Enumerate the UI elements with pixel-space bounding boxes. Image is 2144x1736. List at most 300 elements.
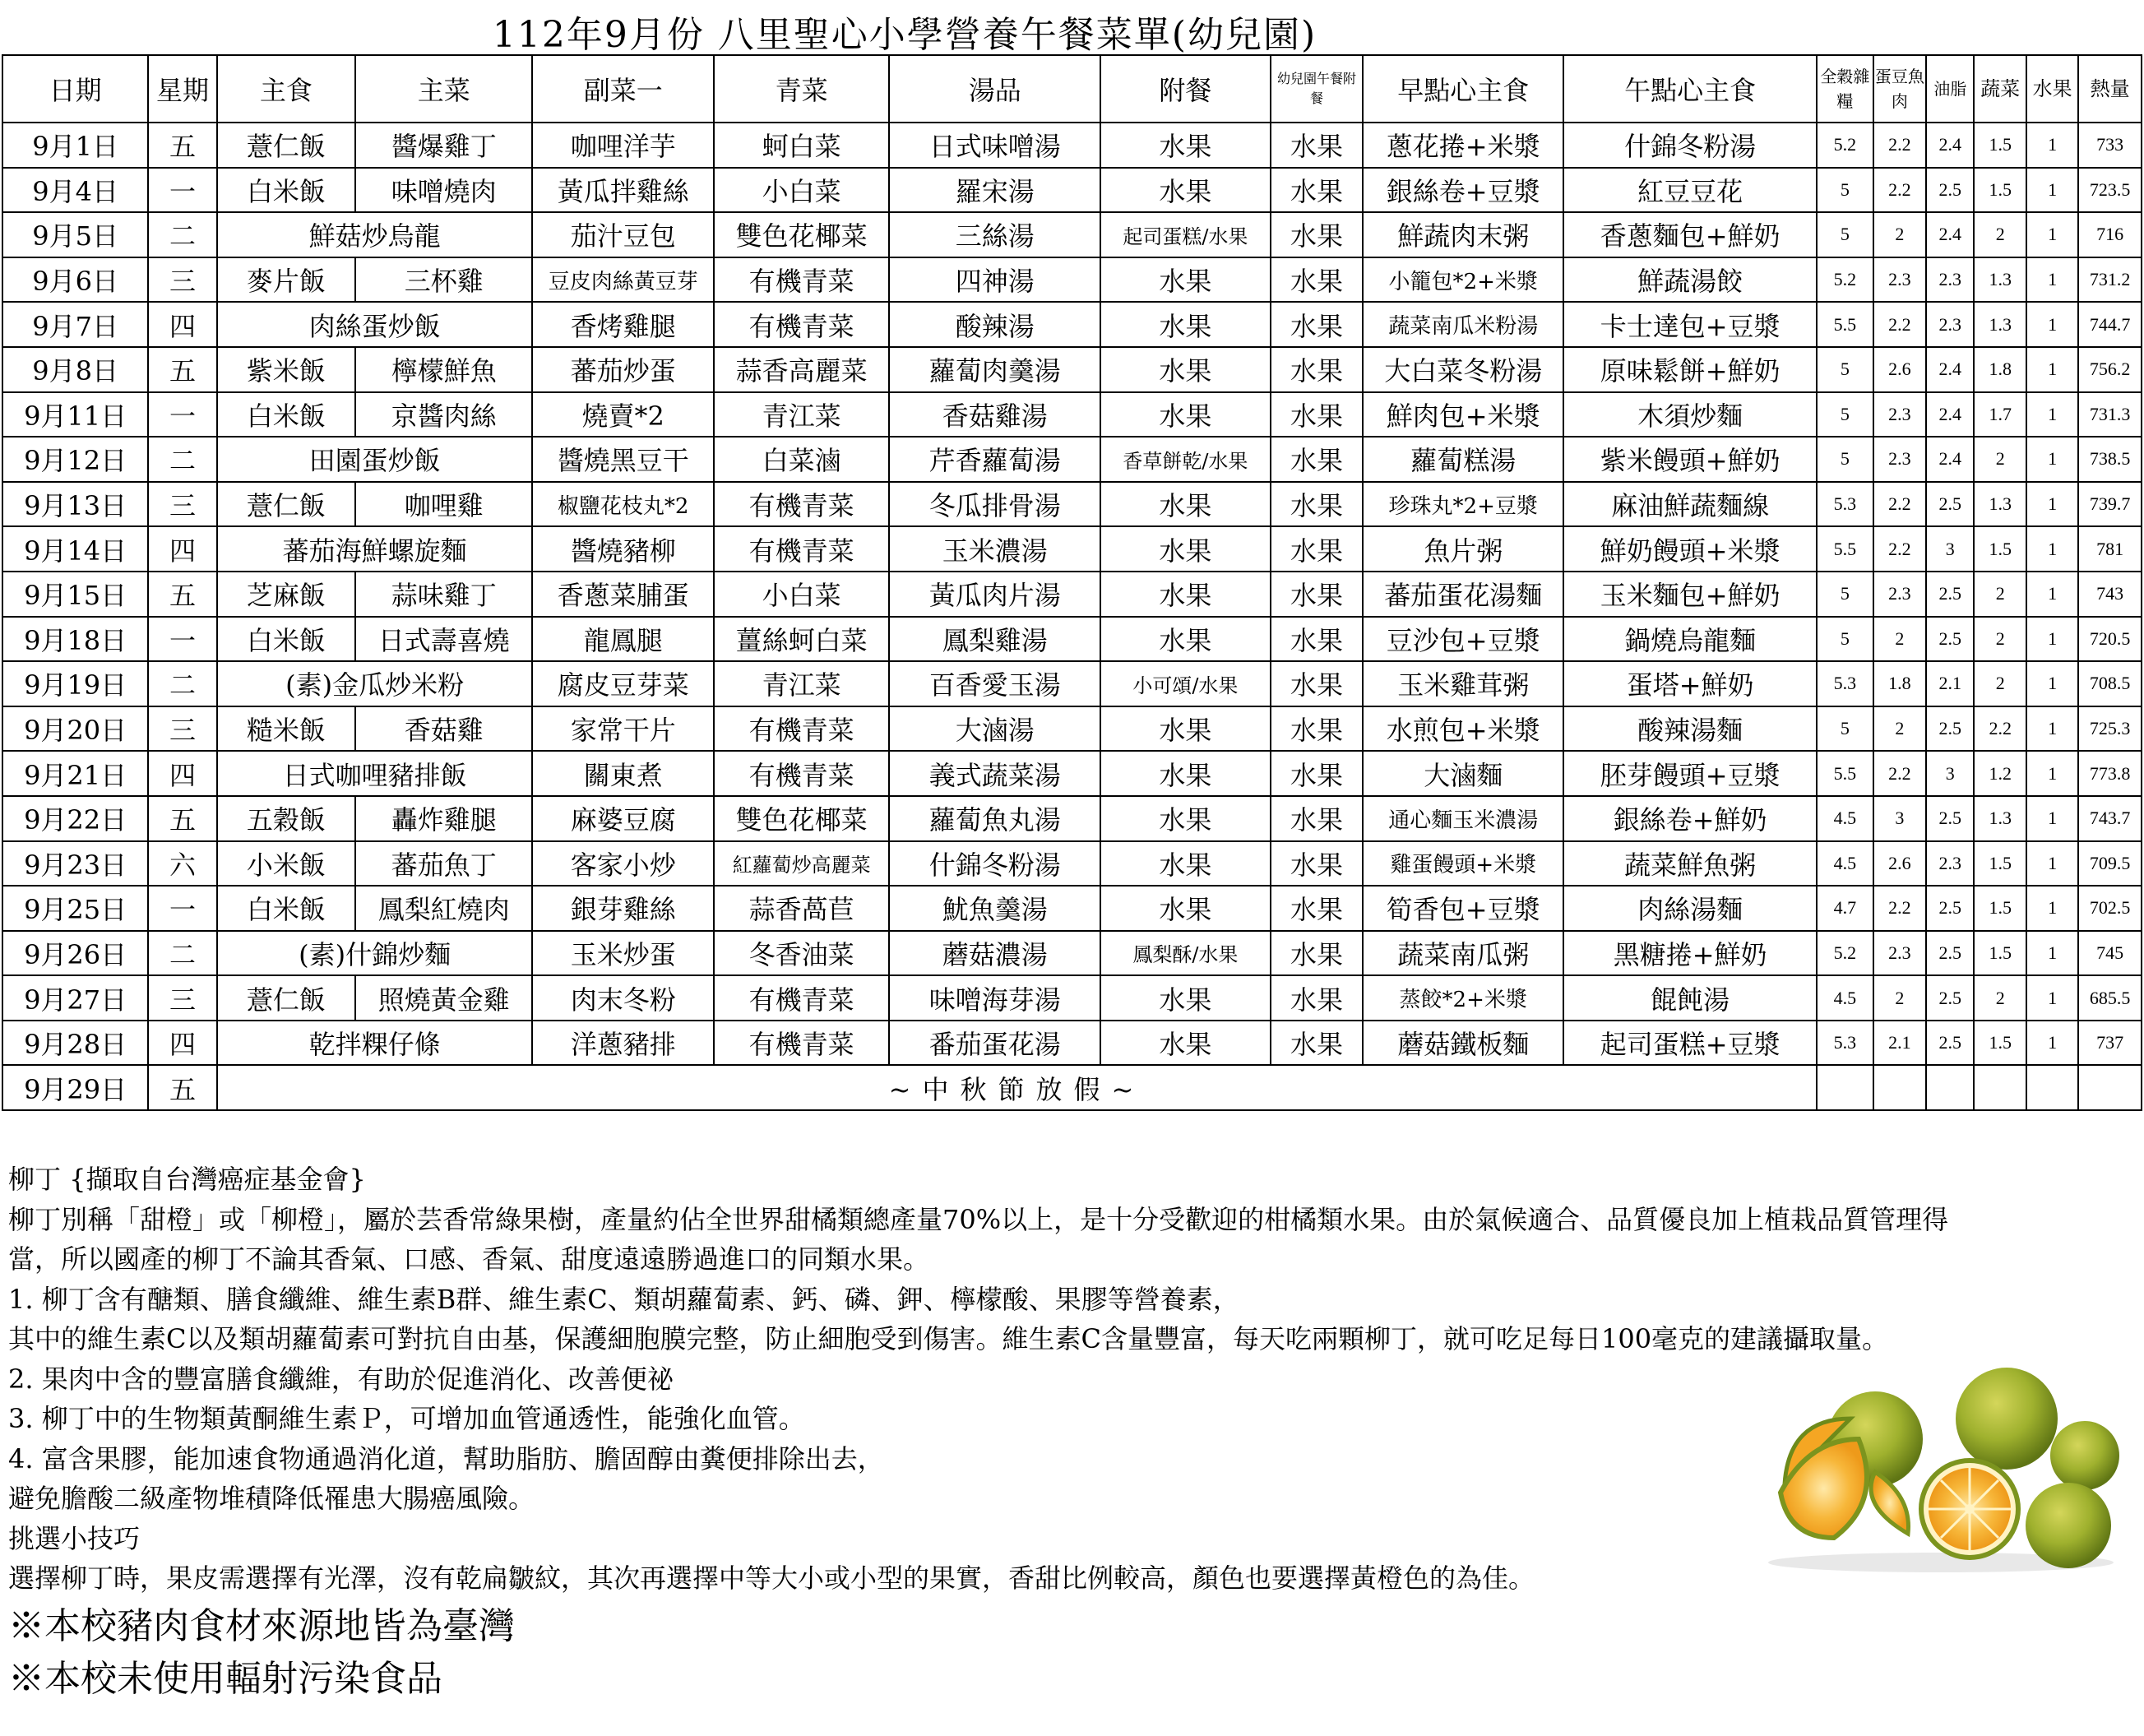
- cell-date: 9月13日: [2, 482, 148, 527]
- cell-soup: 蘑菇濃湯: [889, 931, 1100, 976]
- col-breakfast: 早點心主食: [1363, 55, 1563, 123]
- cell-afternoon: 木須炒麵: [1563, 392, 1817, 437]
- cell-calories: 781: [2078, 526, 2142, 572]
- cell-main-dish: 檸檬鮮魚: [355, 347, 532, 392]
- article-line: 其中的維生素C以及類胡蘿蔔素可對抗自由基，保護細胞膜完整，防止細胞受到傷害。維生素C含量豐富，每天吃兩顆柳丁，就可吃足每日100毫克的建議攝取量。: [8, 1323, 1889, 1354]
- menu-row: [2, 302, 2142, 347]
- menu-row: [2, 931, 2142, 976]
- cell-weekday: 一: [148, 886, 217, 931]
- cell-grains: 5.2: [1817, 257, 1873, 303]
- cell-afternoon: 鮮蔬湯餃: [1563, 257, 1817, 303]
- cell-veg-portion: 1.5: [1974, 886, 2026, 931]
- cell-fruit: 1: [2026, 931, 2078, 976]
- cell-veg-portion: 1.2: [1974, 751, 2026, 796]
- cell-extra: 水果: [1100, 706, 1270, 752]
- article-line: 柳丁別稱「甜橙」或「柳橙」，屬於芸香常綠果樹，產量約佔全世界甜橘類總產量70%以上，是十分受歡迎的柑橘類水果。由於氣候適合、品質優良加上植栽品質管理得: [8, 1203, 1949, 1235]
- cell-staple-main: 肉絲蛋炒飯: [217, 302, 533, 347]
- cell-staple-main: 蕃茄海鮮螺旋麵: [217, 526, 533, 572]
- cell-grains: 5: [1817, 212, 1873, 257]
- cell-afternoon: 玉米麵包+鮮奶: [1563, 572, 1817, 617]
- menu-row: [2, 572, 2142, 617]
- cell-veg-portion: 1.3: [1974, 257, 2026, 303]
- cell-vegetable: 青江菜: [714, 661, 889, 706]
- holiday-notice: ~中秋節放假~: [217, 1065, 1817, 1110]
- cell-weekday: 二: [148, 437, 217, 482]
- cell-extra: 水果: [1100, 482, 1270, 527]
- cell-kg-extra: 水果: [1271, 931, 1364, 976]
- menu-row: [2, 661, 2142, 706]
- cell-extra: 水果: [1100, 796, 1270, 841]
- cell-breakfast: 魚片粥: [1363, 526, 1563, 572]
- cell-side-dish: 腐皮豆芽菜: [532, 661, 714, 706]
- cell-kg-extra: 水果: [1271, 437, 1364, 482]
- cell-date: 9月27日: [2, 975, 148, 1021]
- cell-grains: 5.3: [1817, 482, 1873, 527]
- cell-kg-extra: 水果: [1271, 796, 1364, 841]
- cell-oil: 2.5: [1926, 931, 1974, 976]
- header-row: [2, 55, 2142, 123]
- cell-date: 9月21日: [2, 751, 148, 796]
- cell-extra: 水果: [1100, 168, 1270, 213]
- cell-breakfast: 蔥花捲+米漿: [1363, 123, 1563, 168]
- cell-breakfast: 玉米雞茸粥: [1363, 661, 1563, 706]
- cell-grains: 4.7: [1817, 886, 1873, 931]
- cell-extra: 水果: [1100, 302, 1270, 347]
- article-heading: 柳丁 {擷取自台灣癌症基金會}: [8, 1164, 366, 1195]
- pork-origin-notice: ※本校豬肉食材來源地皆為臺灣: [8, 1604, 515, 1647]
- cell-extra: 小可頌/水果: [1100, 661, 1270, 706]
- cell-kg-extra: 水果: [1271, 706, 1364, 752]
- cell-date: 9月26日: [2, 931, 148, 976]
- cell-soup: 三絲湯: [889, 212, 1100, 257]
- menu-table: [2, 54, 2142, 1111]
- menu-row: [2, 392, 2142, 437]
- cell-protein: 2.2: [1873, 886, 1926, 931]
- cell-afternoon: 銀絲卷+鮮奶: [1563, 796, 1817, 841]
- cell-side-dish: 蕃茄炒蛋: [532, 347, 714, 392]
- cell-soup: 玉米濃湯: [889, 526, 1100, 572]
- cell-afternoon: 蛋塔+鮮奶: [1563, 661, 1817, 706]
- cell-protein: 2.6: [1873, 841, 1926, 887]
- col-staple: 主食: [217, 55, 355, 123]
- cell-staple: 白米飯: [217, 392, 355, 437]
- cell-vegetable: 有機青菜: [714, 302, 889, 347]
- cell-kg-extra: 水果: [1271, 975, 1364, 1021]
- cell-kg-extra: 水果: [1271, 347, 1364, 392]
- cell-date: 9月8日: [2, 347, 148, 392]
- cell-date: 9月23日: [2, 841, 148, 887]
- cell-staple-main: 鮮菇炒烏龍: [217, 212, 533, 257]
- cell-staple: 薏仁飯: [217, 123, 355, 168]
- menu-row: [2, 212, 2142, 257]
- menu-row: [2, 617, 2142, 662]
- cell-date: 9月22日: [2, 796, 148, 841]
- cell-fruit: 1: [2026, 841, 2078, 887]
- cell-main-dish: 三杯雞: [355, 257, 532, 303]
- cell-calories: 725.3: [2078, 706, 2142, 752]
- cell-protein: 2.3: [1873, 257, 1926, 303]
- cell-kg-extra: 水果: [1271, 1021, 1364, 1066]
- cell-veg-portion: 1.5: [1974, 1021, 2026, 1066]
- cell-breakfast: 銀絲卷+豆漿: [1363, 168, 1563, 213]
- cell-fruit: 1: [2026, 886, 2078, 931]
- cell-fruit: 1: [2026, 302, 2078, 347]
- col-fruit: 水果: [2026, 55, 2078, 123]
- cell-weekday: 一: [148, 168, 217, 213]
- cell-oil: 2.1: [1926, 661, 1974, 706]
- cell-vegetable: 有機青菜: [714, 257, 889, 303]
- cell-vegetable: 冬香油菜: [714, 931, 889, 976]
- cell-date: 9月1日: [2, 123, 148, 168]
- cell-oil: 2.3: [1926, 841, 1974, 887]
- cell-veg-portion: 1.5: [1974, 526, 2026, 572]
- cell-vegetable: 有機青菜: [714, 1021, 889, 1066]
- col-weekday: 星期: [148, 55, 217, 123]
- cell-date: 9月29日: [2, 1065, 148, 1110]
- menu-row: [2, 975, 2142, 1021]
- cell-soup: 冬瓜排骨湯: [889, 482, 1100, 527]
- cell-veg-portion: 2: [1974, 212, 2026, 257]
- cell-breakfast: 珍珠丸*2+豆漿: [1363, 482, 1563, 527]
- col-extra: 附餐: [1100, 55, 1270, 123]
- cell-extra: 起司蛋糕/水果: [1100, 212, 1270, 257]
- cell-afternoon: 什錦冬粉湯: [1563, 123, 1817, 168]
- cell-calories: 738.5: [2078, 437, 2142, 482]
- cell-side-dish: 洋蔥豬排: [532, 1021, 714, 1066]
- cell-fruit: 1: [2026, 526, 2078, 572]
- col-side-dish: 副菜一: [532, 55, 714, 123]
- cell-kg-extra: 水果: [1271, 617, 1364, 662]
- article-line: 當，所以國產的柳丁不論其香氣、口感、香氣、甜度遠遠勝過進口的同類水果。: [8, 1243, 930, 1275]
- cell-protein: 2.2: [1873, 751, 1926, 796]
- cell-extra: 香草餅乾/水果: [1100, 437, 1270, 482]
- cell-date: 9月25日: [2, 886, 148, 931]
- cell-veg-portion: 2.2: [1974, 706, 2026, 752]
- cell-extra: 水果: [1100, 886, 1270, 931]
- cell-breakfast: 鮮蔬肉末粥: [1363, 212, 1563, 257]
- cell-oil: 2.5: [1926, 886, 1974, 931]
- cell-date: 9月7日: [2, 302, 148, 347]
- cell-main-dish: 蒜味雞丁: [355, 572, 532, 617]
- cell-weekday: 六: [148, 841, 217, 887]
- cell-grains: 5: [1817, 437, 1873, 482]
- cell-kg-extra: 水果: [1271, 123, 1364, 168]
- cell-grains: 5.2: [1817, 931, 1873, 976]
- cell-date: 9月11日: [2, 392, 148, 437]
- cell-calories: 756.2: [2078, 347, 2142, 392]
- cell-main-dish: 醬爆雞丁: [355, 123, 532, 168]
- cell-vegetable: 有機青菜: [714, 482, 889, 527]
- menu-row: [2, 751, 2142, 796]
- cell-calories: 708.5: [2078, 661, 2142, 706]
- cell-kg-extra: 水果: [1271, 482, 1364, 527]
- cell-afternoon: 鮮奶饅頭+米漿: [1563, 526, 1817, 572]
- cell-fruit: 1: [2026, 212, 2078, 257]
- cell-grains: 4.5: [1817, 796, 1873, 841]
- cell-afternoon: 卡士達包+豆漿: [1563, 302, 1817, 347]
- cell-protein: 2.3: [1873, 931, 1926, 976]
- menu-row: [2, 257, 2142, 303]
- cell-grains: 5.5: [1817, 526, 1873, 572]
- cell-protein: 2.2: [1873, 302, 1926, 347]
- cell-afternoon: 黑糖捲+鮮奶: [1563, 931, 1817, 976]
- cell-oil: 2.3: [1926, 302, 1974, 347]
- cell-calories: 733: [2078, 123, 2142, 168]
- cell-staple-main: 乾拌粿仔條: [217, 1021, 533, 1066]
- cell-extra: 水果: [1100, 392, 1270, 437]
- cell-calories: 720.5: [2078, 617, 2142, 662]
- cell-weekday: 三: [148, 257, 217, 303]
- cell-extra: 水果: [1100, 1021, 1270, 1066]
- cell-main-dish: 香菇雞: [355, 706, 532, 752]
- cell-side-dish: 麻婆豆腐: [532, 796, 714, 841]
- cell-afternoon: 麻油鮮蔬麵線: [1563, 482, 1817, 527]
- cell-grains: 5.3: [1817, 661, 1873, 706]
- cell-vegetable: 小白菜: [714, 572, 889, 617]
- cell-calories: 739.7: [2078, 482, 2142, 527]
- cell-soup: 羅宋湯: [889, 168, 1100, 213]
- cell-protein: 2.2: [1873, 526, 1926, 572]
- cell-extra: 水果: [1100, 572, 1270, 617]
- cell-date: 9月19日: [2, 661, 148, 706]
- cell-fruit: 1: [2026, 257, 2078, 303]
- cell-afternoon: 原味鬆餅+鮮奶: [1563, 347, 1817, 392]
- cell-protein: 2.3: [1873, 392, 1926, 437]
- holiday-row: [2, 1065, 2142, 1110]
- cell-calories: 745: [2078, 931, 2142, 976]
- cell-date: 9月12日: [2, 437, 148, 482]
- cell-breakfast: 蒸餃*2+米漿: [1363, 975, 1563, 1021]
- menu-row: [2, 347, 2142, 392]
- cell-weekday: 三: [148, 706, 217, 752]
- cell-protein: 2: [1873, 617, 1926, 662]
- cell-oil: 2.4: [1926, 392, 1974, 437]
- cell-fruit: 1: [2026, 751, 2078, 796]
- cell-vegetable: 紅蘿蔔炒高麗菜: [714, 841, 889, 887]
- cell-fruit: 1: [2026, 437, 2078, 482]
- cell-calories: 685.5: [2078, 975, 2142, 1021]
- cell-side-dish: 香蔥菜脯蛋: [532, 572, 714, 617]
- cell-soup: 四神湯: [889, 257, 1100, 303]
- article-line: 選擇柳丁時，果皮需選擇有光澤，沒有乾扁皺紋，其次再選擇中等大小或小型的果實，香甜比例較高，顏色也要選擇黃橙色的為佳。: [8, 1562, 1535, 1594]
- cell-calories: 731.2: [2078, 257, 2142, 303]
- cell-staple: 五穀飯: [217, 796, 355, 841]
- cell-grains: 5.5: [1817, 751, 1873, 796]
- cell-veg-portion: 2: [1974, 617, 2026, 662]
- cell-oil: 3: [1926, 526, 1974, 572]
- cell-oil: 2.5: [1926, 975, 1974, 1021]
- cell-staple-main: 日式咖哩豬排飯: [217, 751, 533, 796]
- cell-breakfast: 筍香包+豆漿: [1363, 886, 1563, 931]
- cell-weekday: 二: [148, 931, 217, 976]
- col-oil: 油脂: [1926, 55, 1974, 123]
- cell-kg-extra: 水果: [1271, 572, 1364, 617]
- menu-row: [2, 123, 2142, 168]
- cell-weekday: 一: [148, 617, 217, 662]
- cell-kg-extra: 水果: [1271, 886, 1364, 931]
- cell-fruit: 1: [2026, 706, 2078, 752]
- article-line: 1. 柳丁含有醣類、膳食纖維、維生素B群、維生素C、類胡蘿蔔素、鈣、磷、鉀、檸檬酸、果膠等營養素，: [8, 1283, 1239, 1315]
- cell-main-dish: 轟炸雞腿: [355, 796, 532, 841]
- cell-oil: 3: [1926, 751, 1974, 796]
- cell-breakfast: 蕃茄蛋花湯麵: [1363, 572, 1563, 617]
- cell-calories: 773.8: [2078, 751, 2142, 796]
- cell-protein: 2.3: [1873, 572, 1926, 617]
- cell-fruit: 1: [2026, 347, 2078, 392]
- cell-fruit: 1: [2026, 482, 2078, 527]
- cell-veg-portion: 2: [1974, 437, 2026, 482]
- cell-breakfast: 雞蛋饅頭+米漿: [1363, 841, 1563, 887]
- cell-side-dish: 醬燒黑豆干: [532, 437, 714, 482]
- cell-fruit: 1: [2026, 168, 2078, 213]
- cell-weekday: 一: [148, 392, 217, 437]
- menu-row: [2, 706, 2142, 752]
- cell-vegetable: 白菜滷: [714, 437, 889, 482]
- cell-grains: 4.5: [1817, 841, 1873, 887]
- cell-main-dish: 鳳梨紅燒肉: [355, 886, 532, 931]
- cell-side-dish: 豆皮肉絲黃豆芽: [532, 257, 714, 303]
- cell-grains: 5: [1817, 706, 1873, 752]
- cell-side-dish: 龍鳳腿: [532, 617, 714, 662]
- cell-veg-portion: 1.5: [1974, 931, 2026, 976]
- cell-calories: 709.5: [2078, 841, 2142, 887]
- cell-afternoon: 鍋燒烏龍麵: [1563, 617, 1817, 662]
- cell-vegetable: 雙色花椰菜: [714, 212, 889, 257]
- col-grains: 全穀雜糧: [1817, 55, 1873, 123]
- cell-staple-main: (素)什錦炒麵: [217, 931, 533, 976]
- cell-side-dish: 香烤雞腿: [532, 302, 714, 347]
- cell-soup: 大滷湯: [889, 706, 1100, 752]
- cell-kg-extra: 水果: [1271, 257, 1364, 303]
- cell-breakfast: 大滷麵: [1363, 751, 1563, 796]
- col-vegetable: 青菜: [714, 55, 889, 123]
- cell-protein: 3: [1873, 796, 1926, 841]
- cell-main-dish: 照燒黃金雞: [355, 975, 532, 1021]
- article-line: 避免膽酸二級產物堆積降低罹患大腸癌風險。: [8, 1483, 535, 1514]
- cell-staple: 白米飯: [217, 168, 355, 213]
- col-date: 日期: [2, 55, 148, 123]
- cell-kg-extra: 水果: [1271, 302, 1364, 347]
- cell-soup: 鳳梨雞湯: [889, 617, 1100, 662]
- cell-weekday: 二: [148, 212, 217, 257]
- cell-calories: 702.5: [2078, 886, 2142, 931]
- cell-soup: 酸辣湯: [889, 302, 1100, 347]
- cell-breakfast: 蘿蔔糕湯: [1363, 437, 1563, 482]
- col-main-dish: 主菜: [355, 55, 532, 123]
- cell-weekday: 四: [148, 751, 217, 796]
- cell-kg-extra: 水果: [1271, 661, 1364, 706]
- cell-afternoon: 紅豆豆花: [1563, 168, 1817, 213]
- cell-grains: 5: [1817, 572, 1873, 617]
- article-line: 4. 富含果膠，能加速食物通過消化道，幫助脂肪、膽固醇由糞便排除出去，: [8, 1442, 884, 1474]
- cell-oil: 2.5: [1926, 1021, 1974, 1066]
- cell-date: 9月5日: [2, 212, 148, 257]
- cell-side-dish: 咖哩洋芋: [532, 123, 714, 168]
- cell-vegetable: 青江菜: [714, 392, 889, 437]
- cell-vegetable: 有機青菜: [714, 706, 889, 752]
- cell-breakfast: 水煎包+米漿: [1363, 706, 1563, 752]
- cell-grains: 5.5: [1817, 302, 1873, 347]
- cell-vegetable: 蒜香萵苣: [714, 886, 889, 931]
- cell-kg-extra: 水果: [1271, 392, 1364, 437]
- cell-protein: 2.3: [1873, 437, 1926, 482]
- cell-oil: 2.4: [1926, 347, 1974, 392]
- cell-oil: 2.3: [1926, 257, 1974, 303]
- menu-row: [2, 437, 2142, 482]
- col-soup: 湯品: [889, 55, 1100, 123]
- cell-main-dish: 味噌燒肉: [355, 168, 532, 213]
- cell-calories: 716: [2078, 212, 2142, 257]
- cell-staple: 紫米飯: [217, 347, 355, 392]
- cell-breakfast: 蔬菜南瓜米粉湯: [1363, 302, 1563, 347]
- menu-row: [2, 168, 2142, 213]
- cell-breakfast: 蔬菜南瓜粥: [1363, 931, 1563, 976]
- cell-veg-portion: 1.3: [1974, 796, 2026, 841]
- col-calories: 熱量: [2078, 55, 2142, 123]
- cell-weekday: 五: [148, 123, 217, 168]
- cell-side-dish: 燒賣*2: [532, 392, 714, 437]
- cell-staple: 薏仁飯: [217, 975, 355, 1021]
- page-title: 112年9月份 八里聖心小學營養午餐菜單(幼兒園): [492, 14, 1317, 56]
- cell-extra: 水果: [1100, 257, 1270, 303]
- cell-date: 9月20日: [2, 706, 148, 752]
- cell-breakfast: 蘑菇鐵板麵: [1363, 1021, 1563, 1066]
- col-kg-extra: 幼兒園午餐附餐: [1271, 55, 1364, 123]
- cell-kg-extra: 水果: [1271, 751, 1364, 796]
- cell-oil: 2.4: [1926, 437, 1974, 482]
- cell-oil: 2.4: [1926, 123, 1974, 168]
- cell-staple: 白米飯: [217, 886, 355, 931]
- cell-date: 9月15日: [2, 572, 148, 617]
- cell-vegetable: 雙色花椰菜: [714, 796, 889, 841]
- cell-fruit: 1: [2026, 796, 2078, 841]
- cell-grains: 5.2: [1817, 123, 1873, 168]
- cell-protein: 2: [1873, 706, 1926, 752]
- cell-staple: 薏仁飯: [217, 482, 355, 527]
- cell-weekday: 四: [148, 1021, 217, 1066]
- cell-fruit: 1: [2026, 572, 2078, 617]
- cell-soup: 什錦冬粉湯: [889, 841, 1100, 887]
- cell-grains: 4.5: [1817, 975, 1873, 1021]
- cell-afternoon: 蔬菜鮮魚粥: [1563, 841, 1817, 887]
- cell-protein: 2.6: [1873, 347, 1926, 392]
- cell-staple: 麥片飯: [217, 257, 355, 303]
- cell-calories: 723.5: [2078, 168, 2142, 213]
- cell-soup: 味噌海芽湯: [889, 975, 1100, 1021]
- cell-protein: 1.8: [1873, 661, 1926, 706]
- cell-main-dish: 京醬肉絲: [355, 392, 532, 437]
- cell-weekday: 五: [148, 572, 217, 617]
- cell-staple-main: (素)金瓜炒米粉: [217, 661, 533, 706]
- cell-kg-extra: 水果: [1271, 841, 1364, 887]
- col-protein: 蛋豆魚肉: [1873, 55, 1926, 123]
- menu-row: [2, 1021, 2142, 1066]
- cell-soup: 芹香蘿蔔湯: [889, 437, 1100, 482]
- cell-kg-extra: 水果: [1271, 212, 1364, 257]
- cell-date: 9月6日: [2, 257, 148, 303]
- cell-fruit: 1: [2026, 1021, 2078, 1066]
- cell-kg-extra: 水果: [1271, 526, 1364, 572]
- cell-veg-portion: 1.5: [1974, 168, 2026, 213]
- cell-protein: 2: [1873, 975, 1926, 1021]
- cell-breakfast: 鮮肉包+米漿: [1363, 392, 1563, 437]
- cell-soup: 日式味噌湯: [889, 123, 1100, 168]
- col-afternoon: 午點心主食: [1563, 55, 1817, 123]
- cell-soup: 蘿蔔肉羹湯: [889, 347, 1100, 392]
- cell-veg-portion: 1.5: [1974, 123, 2026, 168]
- cell-date: 9月28日: [2, 1021, 148, 1066]
- cell-oil: 2.5: [1926, 706, 1974, 752]
